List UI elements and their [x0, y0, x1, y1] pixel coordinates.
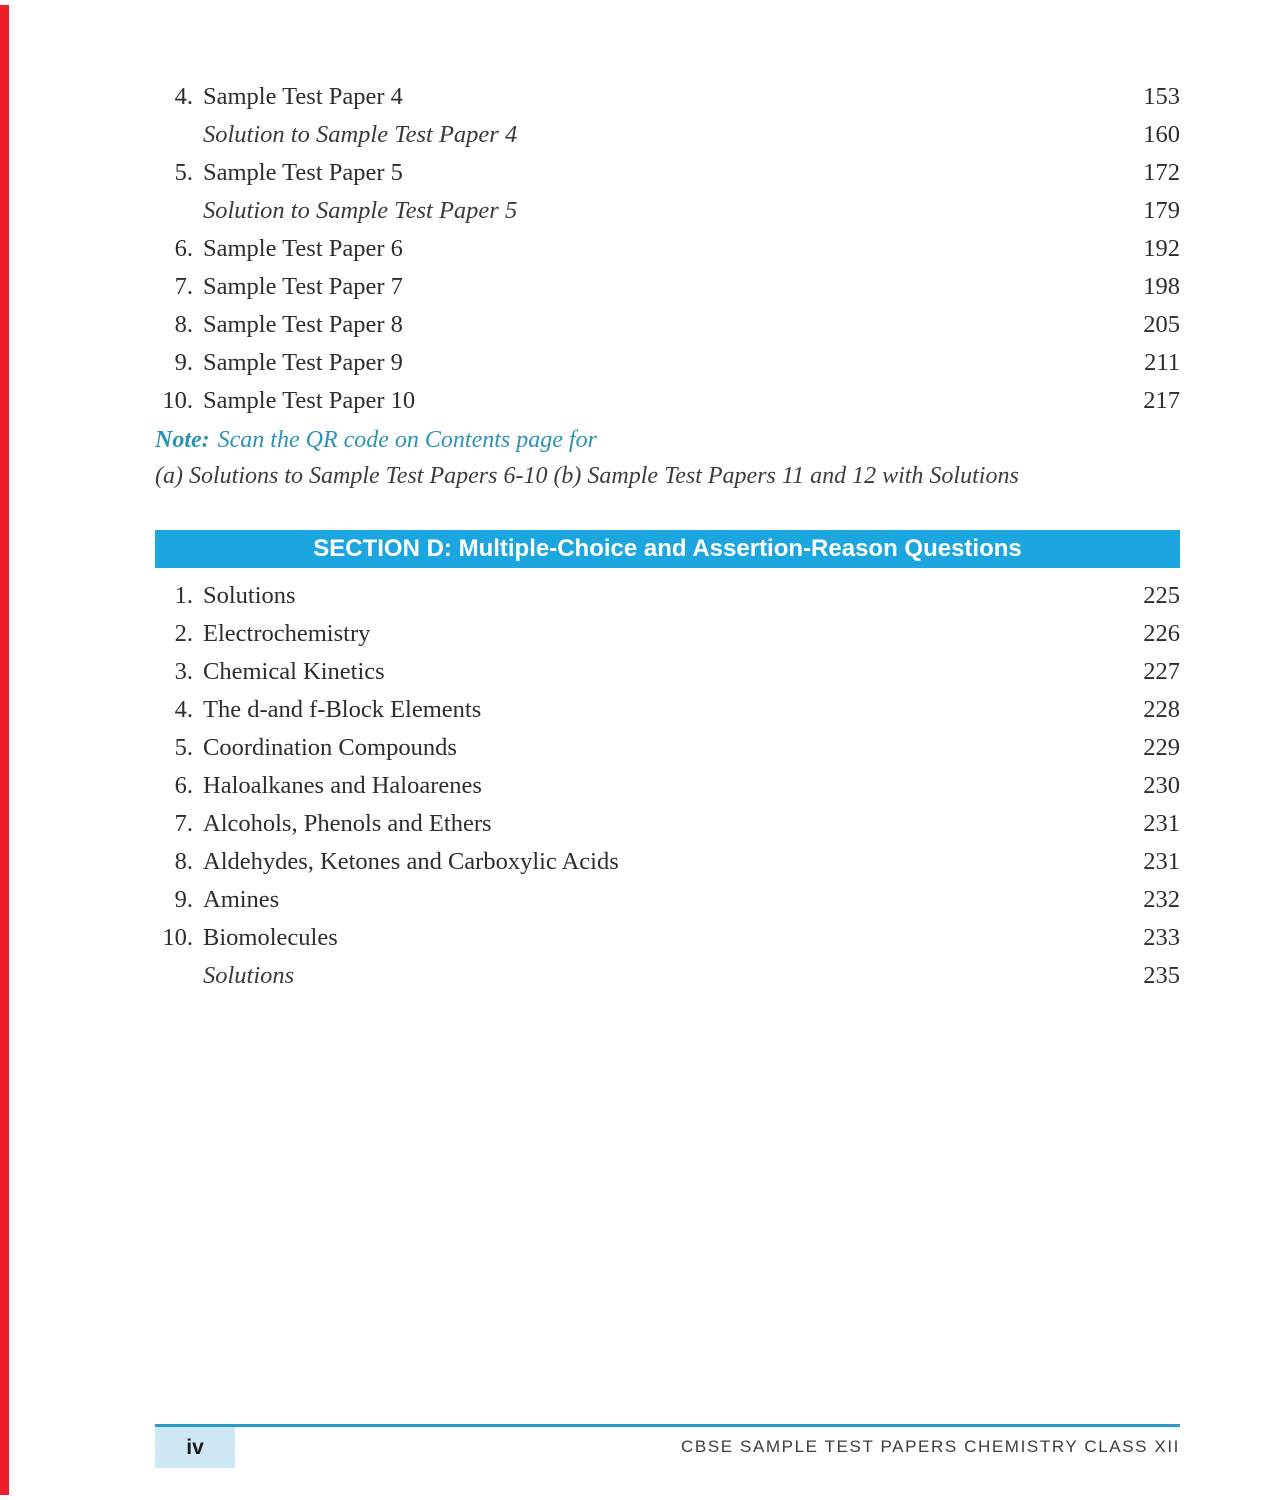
toc-entry [155, 192, 1180, 230]
entry-page-number: 160 [1143, 121, 1180, 148]
entry-number: 3. [174, 658, 193, 685]
toc-entry [155, 78, 1180, 116]
toc-entry [155, 268, 1180, 306]
toc-entry [155, 577, 1180, 615]
entry-page-number: 198 [1143, 273, 1180, 300]
toc-entry [155, 116, 1180, 154]
footer-divider-rule [155, 1424, 1180, 1427]
page-edge-strip [0, 5, 9, 1495]
entry-number: 6. [174, 772, 193, 799]
toc-entry [155, 382, 1180, 420]
entry-number: 10. [162, 924, 193, 951]
entry-title: Sample Test Paper 10 [203, 387, 416, 414]
entry-page-number: 231 [1143, 810, 1180, 837]
entry-title: Solution to Sample Test Paper 4 [203, 121, 518, 148]
entry-page-number: 225 [1143, 582, 1180, 609]
entry-title: Sample Test Paper 9 [203, 349, 403, 376]
entry-number: 7. [174, 273, 193, 300]
entry-page-number: 153 [1143, 83, 1180, 110]
entry-number: 2. [174, 620, 193, 647]
toc-entry [155, 653, 1180, 691]
entry-page-number: 232 [1143, 886, 1180, 913]
entry-title: Chemical Kinetics [203, 658, 385, 685]
toc-entry [155, 919, 1180, 957]
toc-entry [155, 691, 1180, 729]
entry-page-number: 229 [1143, 734, 1180, 761]
footer-page-number: iv [186, 1435, 204, 1459]
entry-title: Sample Test Paper 4 [203, 83, 403, 110]
entry-title: Haloalkanes and Haloarenes [203, 772, 482, 799]
entry-page-number: 217 [1143, 387, 1180, 414]
page-content [155, 0, 1180, 995]
toc-entry [155, 767, 1180, 805]
entry-number: 10. [162, 387, 193, 414]
entry-page-number: 192 [1143, 235, 1180, 262]
toc-entry [155, 843, 1180, 881]
entry-title: Electrochemistry [203, 620, 371, 647]
toc-entry [155, 729, 1180, 767]
entry-title: The d-and f-Block Elements [203, 696, 482, 723]
note-text: Scan the QR code on Contents page for [217, 427, 597, 453]
toc-entry [155, 230, 1180, 268]
note-continuation: (a) Solutions to Sample Test Papers 6-10 (b) Sample Test Papers 11 and 12 with Solutions [155, 463, 1019, 489]
entry-page-number: 211 [1144, 349, 1180, 376]
note-line [155, 422, 1180, 458]
entry-title: Sample Test Paper 8 [203, 311, 403, 338]
entry-page-number: 172 [1143, 159, 1180, 186]
entry-page-number: 205 [1143, 311, 1180, 338]
entry-number: 4. [174, 83, 193, 110]
footer-running-title: CBSE SAMPLE TEST PAPERS CHEMISTRY CLASS XII [681, 1437, 1180, 1456]
entry-page-number: 227 [1143, 658, 1180, 685]
entry-page-number: 230 [1143, 772, 1180, 799]
entry-page-number: 231 [1143, 848, 1180, 875]
toc-entry [155, 881, 1180, 919]
footer-page-number-box [155, 1427, 235, 1468]
section-d-title: SECTION D: Multiple-Choice and Assertion-Reason Questions [313, 535, 1022, 562]
toc-entry [155, 957, 1180, 995]
toc-entry [155, 154, 1180, 192]
entry-page-number: 226 [1143, 620, 1180, 647]
entry-title: Solutions [203, 582, 296, 609]
entry-title: Biomolecules [203, 924, 338, 951]
toc-entry [155, 805, 1180, 843]
entry-number: 5. [174, 159, 193, 186]
entry-number: 1. [174, 582, 193, 609]
entry-number: 5. [174, 734, 193, 761]
entry-title: Solutions [203, 962, 295, 989]
entry-number: 8. [174, 848, 193, 875]
toc-entry [155, 344, 1180, 382]
toc-list-sample-test-papers [155, 0, 1180, 420]
entry-page-number: 228 [1143, 696, 1180, 723]
entry-number: 6. [174, 235, 193, 262]
entry-title: Sample Test Paper 7 [203, 273, 403, 300]
entry-page-number: 235 [1143, 962, 1180, 989]
entry-title: Coordination Compounds [203, 734, 457, 761]
entry-title: Alcohols, Phenols and Ethers [203, 810, 492, 837]
toc-entry [155, 615, 1180, 653]
entry-title: Aldehydes, Ketones and Carboxylic Acids [203, 848, 619, 875]
entry-title: Solution to Sample Test Paper 5 [203, 197, 518, 224]
entry-title: Sample Test Paper 6 [203, 235, 403, 262]
entry-title: Sample Test Paper 5 [203, 159, 403, 186]
toc-list-section-d [155, 568, 1180, 995]
entry-title: Amines [203, 886, 280, 913]
toc-entry [155, 306, 1180, 344]
entry-number: 9. [174, 886, 193, 913]
entry-number: 4. [174, 696, 193, 723]
entry-number: 7. [174, 810, 193, 837]
entry-number: 8. [174, 311, 193, 338]
section-d-header-bar [155, 530, 1180, 568]
note-label: Note: [155, 427, 210, 453]
entry-page-number: 179 [1143, 197, 1180, 224]
entry-number: 9. [174, 349, 193, 376]
entry-page-number: 233 [1143, 924, 1180, 951]
